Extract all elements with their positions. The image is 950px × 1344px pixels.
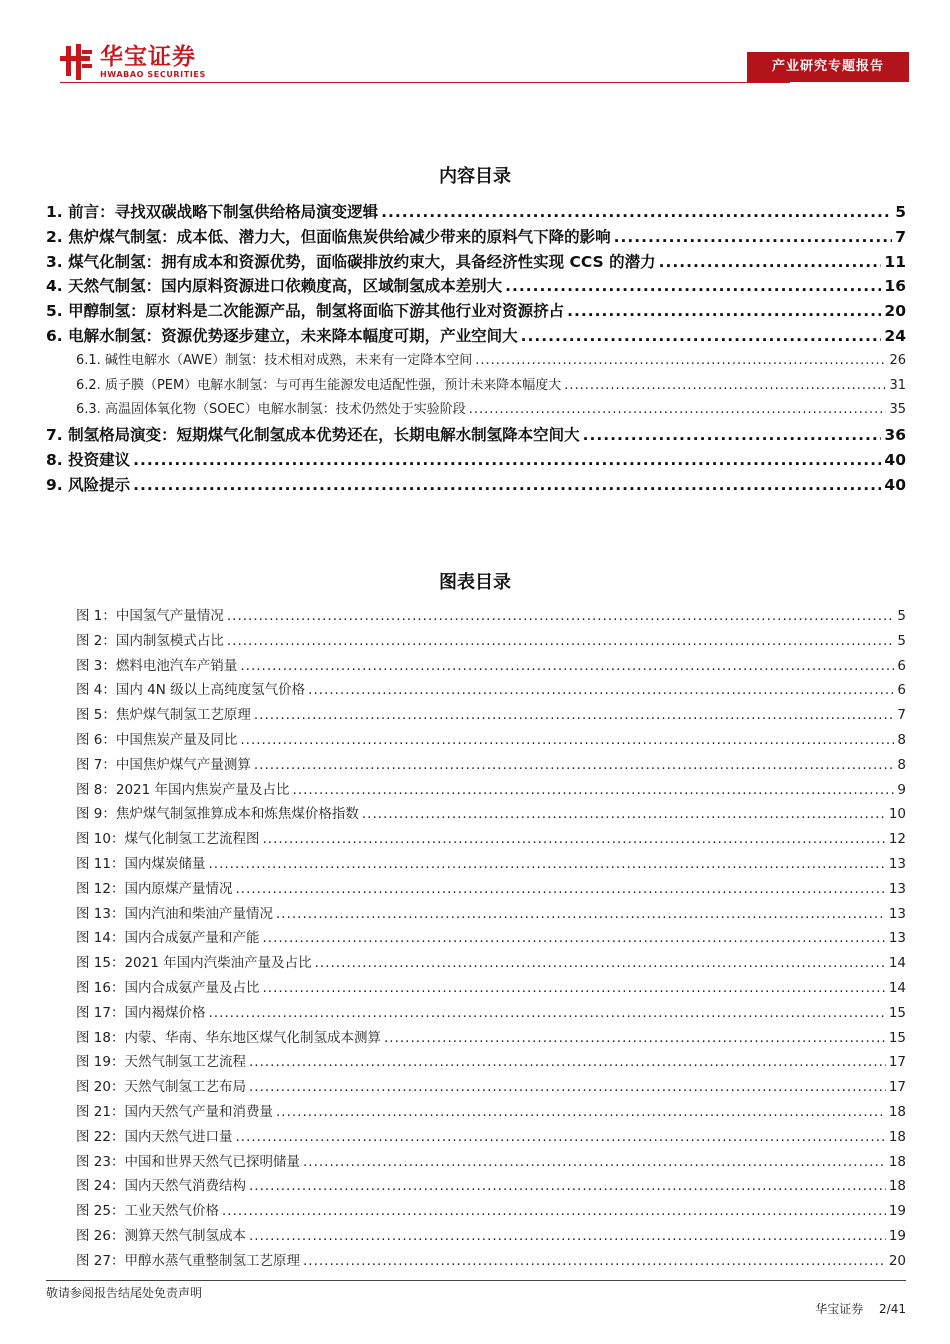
dot-leader <box>240 732 894 748</box>
entry-page-number[interactable]: 14 <box>888 979 906 996</box>
entry-title[interactable]: 图 23：中国和世界天然气已探明储量 <box>76 1153 300 1170</box>
dot-leader <box>303 1253 886 1269</box>
entry-title[interactable]: 4. 天然气制氢：国内原料资源进口依赖度高，区域制氢成本差别大 <box>46 277 503 296</box>
figure-list-entry[interactable] <box>46 1249 906 1274</box>
toc-entry-section[interactable] <box>46 398 906 423</box>
toc-entry-chapter[interactable] <box>46 448 906 473</box>
entry-page-number[interactable]: 6 <box>897 682 906 699</box>
toc-entry-section[interactable] <box>46 374 906 399</box>
entry-page-number[interactable]: 11 <box>884 252 906 271</box>
footer-disclaimer: 敬请参阅报告结尾处免责声明 <box>46 1286 203 1300</box>
entry-page-number[interactable]: 13 <box>888 930 906 947</box>
figure-list-entry[interactable] <box>46 976 906 1001</box>
entry-title[interactable]: 图 26：测算天然气制氢成本 <box>76 1227 246 1244</box>
entry-page-number[interactable]: 7 <box>895 227 906 246</box>
figure-list-entry[interactable] <box>46 802 906 827</box>
dot-leader <box>303 1154 886 1170</box>
entry-page-number[interactable]: 24 <box>884 326 906 345</box>
footer-page-number: 2/41 <box>879 1302 906 1316</box>
dot-leader <box>227 633 895 649</box>
toc-entry-chapter[interactable] <box>46 200 906 225</box>
dot-leader <box>235 881 885 897</box>
logo-chinese-name: 华宝证券 <box>100 44 196 70</box>
entry-title[interactable]: 图 13：国内汽油和柴油产量情况 <box>76 905 273 922</box>
entry-title[interactable]: 图 3：燃料电池汽车产销量 <box>76 657 238 674</box>
toc-entry-chapter[interactable] <box>46 299 906 324</box>
entry-page-number[interactable]: 19 <box>888 1227 906 1244</box>
entry-title[interactable]: 图 16：国内合成氨产量及占比 <box>76 979 260 996</box>
figure-list-entry[interactable] <box>46 1224 906 1249</box>
entry-page-number[interactable]: 5 <box>897 608 906 624</box>
entry-title[interactable]: 图 12：国内原煤产量情况 <box>76 880 233 897</box>
dot-leader <box>254 707 895 723</box>
entry-page-number[interactable]: 14 <box>888 955 906 972</box>
figure-list-entry[interactable] <box>46 1026 906 1051</box>
entry-title[interactable]: 图 18：内蒙、华南、华东地区煤气化制氢成本测算 <box>76 1029 381 1046</box>
toc-entry-chapter[interactable] <box>46 274 906 299</box>
entry-title[interactable]: 1. 前言：寻找双碳战略下制氢供给格局演变逻辑 <box>46 203 379 221</box>
dot-leader <box>362 806 886 822</box>
toc-entry-chapter[interactable] <box>46 225 906 250</box>
contents-list <box>46 200 906 498</box>
figure-list-entry[interactable] <box>46 951 906 976</box>
company-logo <box>60 40 206 84</box>
logo-english-name: HWABAO SECURITIES <box>100 70 206 79</box>
figure-list-entry[interactable] <box>46 827 906 852</box>
footer-page-info <box>803 1300 906 1317</box>
entry-title[interactable]: 图 22：国内天然气进口量 <box>76 1128 233 1145</box>
dot-leader <box>235 1129 885 1145</box>
entry-page-number[interactable]: 8 <box>897 731 906 748</box>
entry-title[interactable]: 5. 甲醇制氢：原材料是二次能源产品，制氢将面临下游其他行业对资源挤占 <box>46 302 565 321</box>
dot-leader <box>133 451 881 469</box>
entry-title[interactable]: 3. 煤气化制氢：拥有成本和资源优势，面临碳排放约束大，具备经济性实现 CCS 的潜力 <box>46 252 656 271</box>
toc-entry-chapter[interactable] <box>46 250 906 275</box>
entry-page-number[interactable]: 17 <box>888 1079 906 1096</box>
figure-list-entry[interactable] <box>46 852 906 877</box>
entry-title[interactable]: 图 8：2021 年国内焦炭产量及占比 <box>76 781 290 798</box>
entry-title[interactable]: 6.1. 碱性电解水（AWE）制氢：技术相对成熟，未来有一定降本空间 <box>76 352 473 368</box>
entry-page-number[interactable]: 10 <box>888 806 906 823</box>
dot-leader <box>521 327 882 345</box>
entry-title[interactable]: 图 17：国内褐煤价格 <box>76 1004 206 1021</box>
entry-title[interactable]: 图 9：焦炉煤气制氢推算成本和炼焦煤价格指数 <box>76 806 359 823</box>
dot-leader <box>240 658 894 674</box>
entry-title[interactable]: 9. 风险提示 <box>46 475 131 494</box>
entry-title[interactable]: 图 6：中国焦炭产量及同比 <box>76 731 238 748</box>
figures-title: 图表目录 <box>439 572 511 593</box>
dot-leader <box>249 1079 886 1095</box>
footer-divider <box>46 1280 906 1281</box>
entry-page-number[interactable]: 18 <box>888 1153 906 1170</box>
toc-entry-chapter[interactable] <box>46 423 906 448</box>
figure-list-entry[interactable] <box>46 1100 906 1125</box>
figure-list-entry[interactable] <box>46 1150 906 1175</box>
dot-leader <box>208 856 885 872</box>
entry-title[interactable]: 图 21：国内天然气产量和消费量 <box>76 1103 273 1120</box>
page-header <box>0 0 950 100</box>
dot-leader <box>262 831 885 847</box>
dot-leader <box>659 253 882 271</box>
dot-leader <box>254 757 895 773</box>
entry-title[interactable]: 图 5：焦炉煤气制氢工艺原理 <box>76 707 251 724</box>
entry-page-number[interactable]: 15 <box>888 1004 906 1021</box>
figure-list-entry[interactable] <box>46 678 906 703</box>
entry-page-number[interactable]: 5 <box>895 203 906 221</box>
dot-leader <box>384 1030 886 1046</box>
entry-page-number[interactable]: 36 <box>884 426 906 445</box>
entry-page-number[interactable]: 16 <box>884 277 906 296</box>
entry-title[interactable]: 图 20：天然气制氢工艺布局 <box>76 1079 246 1096</box>
entry-title[interactable]: 图 4：国内 4N 级以上高纯度氢气价格 <box>76 682 306 699</box>
entry-page-number[interactable]: 19 <box>888 1203 906 1220</box>
entry-title[interactable]: 图 15：2021 年国内汽柴油产量及占比 <box>76 955 312 972</box>
entry-page-number[interactable]: 13 <box>888 905 906 922</box>
dot-leader <box>249 1228 886 1244</box>
entry-page-number[interactable]: 12 <box>888 831 906 848</box>
entry-page-number[interactable]: 13 <box>888 855 906 872</box>
figure-list-entry[interactable] <box>46 778 906 803</box>
entry-title[interactable]: 图 2：国内制氢模式占比 <box>76 632 224 649</box>
logo-mark-icon <box>60 42 94 82</box>
dot-leader <box>262 930 885 946</box>
dot-leader <box>475 353 886 368</box>
report-type-badge: 产业研究专题报告 <box>747 52 909 82</box>
entry-title[interactable]: 图 11：国内煤炭储量 <box>76 855 206 872</box>
dot-leader <box>222 1203 886 1219</box>
figure-list-entry[interactable] <box>46 926 906 951</box>
entry-page-number[interactable]: 40 <box>884 450 906 469</box>
dot-leader <box>505 277 881 295</box>
dot-leader <box>249 1178 886 1194</box>
toc-entry-section[interactable] <box>46 349 906 374</box>
entry-page-number[interactable]: 26 <box>889 352 906 368</box>
figure-list-entry[interactable] <box>46 1001 906 1026</box>
entry-page-number[interactable]: 17 <box>888 1054 906 1071</box>
footer-brand: 华宝证券 <box>815 1302 864 1316</box>
dot-leader <box>583 426 882 444</box>
figure-list-entry[interactable] <box>46 1125 906 1150</box>
dot-leader <box>276 906 886 922</box>
entry-page-number[interactable]: 6 <box>897 657 906 674</box>
entry-page-number[interactable]: 18 <box>888 1128 906 1145</box>
entry-page-number[interactable]: 18 <box>888 1103 906 1120</box>
entry-title[interactable]: 8. 投资建议 <box>46 450 131 469</box>
figure-list-entry[interactable] <box>46 728 906 753</box>
dot-leader <box>133 476 881 494</box>
dot-leader <box>381 203 892 221</box>
dot-leader <box>262 980 885 996</box>
figure-list-entry[interactable] <box>46 1050 906 1075</box>
dot-leader <box>567 302 881 320</box>
figure-list-entry[interactable] <box>46 877 906 902</box>
figure-list-entry[interactable] <box>46 703 906 728</box>
dot-leader <box>276 1104 886 1120</box>
figure-list-entry[interactable] <box>46 604 906 629</box>
entry-title[interactable]: 图 10：煤气化制氢工艺流程图 <box>76 831 260 848</box>
entry-page-number[interactable]: 15 <box>888 1029 906 1046</box>
entry-title[interactable]: 图 27：甲醇水蒸气重整制氢工艺原理 <box>76 1252 300 1269</box>
dot-leader <box>308 682 894 698</box>
entry-title[interactable]: 图 1：中国氢气产量情况 <box>76 608 224 624</box>
entry-title[interactable]: 图 7：中国焦炉煤气产量测算 <box>76 756 251 773</box>
dot-leader <box>249 1054 886 1070</box>
toc-entry-chapter[interactable] <box>46 473 906 498</box>
dot-leader <box>227 608 895 624</box>
figure-list-entry[interactable] <box>46 654 906 679</box>
figure-list-entry[interactable] <box>46 902 906 927</box>
entry-page-number[interactable]: 40 <box>884 475 906 494</box>
entry-title[interactable]: 图 24：国内天然气消费结构 <box>76 1178 246 1195</box>
entry-page-number[interactable]: 18 <box>888 1178 906 1195</box>
entry-title[interactable]: 6.3. 高温固体氧化物（SOEC）电解水制氢：技术仍然处于实验阶段 <box>76 402 466 418</box>
entry-title[interactable]: 图 19：天然气制氢工艺流程 <box>76 1054 246 1071</box>
toc-entry-chapter[interactable] <box>46 324 906 349</box>
dot-leader <box>614 228 893 246</box>
entry-title[interactable]: 6.2. 质子膜（PEM）电解水制氢：与可再生能源发电适配性强，预计未来降本幅度大 <box>76 377 562 393</box>
dot-leader <box>469 402 887 417</box>
dot-leader <box>315 955 886 971</box>
entry-page-number[interactable]: 20 <box>884 302 906 321</box>
figure-list-entry[interactable] <box>46 629 906 654</box>
figure-list-entry[interactable] <box>46 1174 906 1199</box>
dot-leader <box>293 782 895 798</box>
dot-leader <box>208 1005 885 1021</box>
figure-list-entry[interactable] <box>46 1199 906 1224</box>
entry-title[interactable]: 图 14：国内合成氨产量和产能 <box>76 930 260 947</box>
entry-page-number[interactable]: 7 <box>897 707 906 724</box>
entry-title[interactable]: 7. 制氢格局演变：短期煤气化制氢成本优势还在，长期电解水制氢降本空间大 <box>46 426 580 445</box>
dot-leader <box>564 378 886 393</box>
entry-page-number[interactable]: 20 <box>888 1252 906 1269</box>
entry-page-number[interactable]: 8 <box>897 756 906 773</box>
entry-title[interactable]: 图 25：工业天然气价格 <box>76 1203 219 1220</box>
contents-title: 内容目录 <box>439 166 511 187</box>
entry-page-number[interactable]: 5 <box>897 632 906 649</box>
header-divider <box>60 82 790 83</box>
figure-list-entry[interactable] <box>46 753 906 778</box>
entry-page-number[interactable]: 35 <box>889 402 906 418</box>
figures-list <box>46 604 906 1274</box>
figure-list-entry[interactable] <box>46 1075 906 1100</box>
entry-title[interactable]: 2. 焦炉煤气制氢：成本低、潜力大，但面临焦炭供给减少带来的原料气下降的影响 <box>46 227 611 246</box>
entry-page-number[interactable]: 9 <box>897 781 906 798</box>
entry-title[interactable]: 6. 电解水制氢：资源优势逐步建立，未来降本幅度可期，产业空间大 <box>46 326 518 345</box>
entry-page-number[interactable]: 31 <box>889 377 906 393</box>
entry-page-number[interactable]: 13 <box>888 880 906 897</box>
